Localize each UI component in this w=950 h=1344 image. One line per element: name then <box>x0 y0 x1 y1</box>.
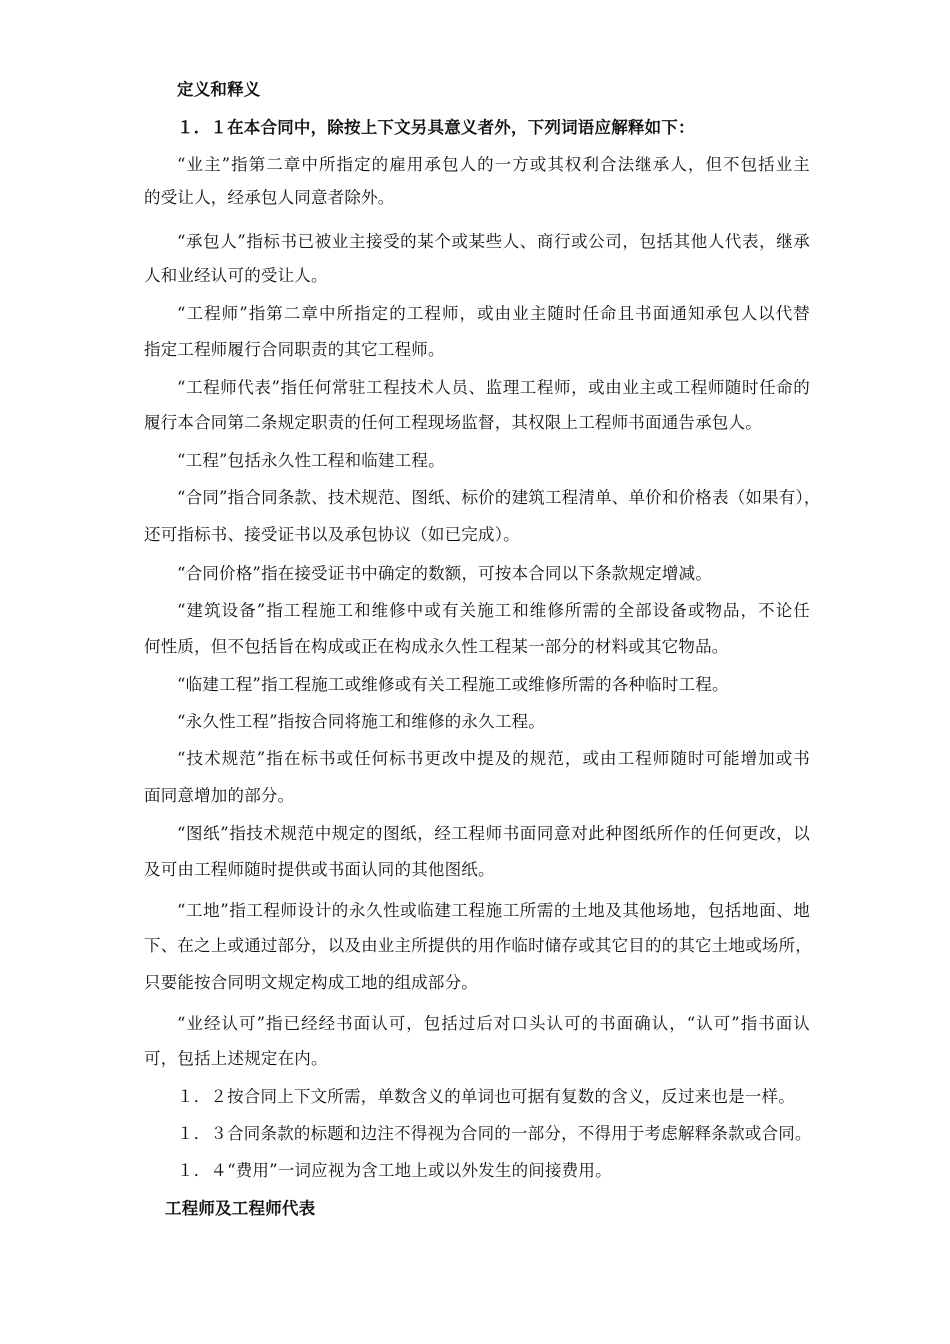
definition-permanent-works: “永久性工程”指按合同将施工和维修的永久工程。 <box>177 712 545 731</box>
definition-contract-line-2: 还可指标书、接受证书以及承包协议（如已完成）。 <box>144 525 520 544</box>
definition-owner-line-1: “业主”指第二章中所指定的雇用承包人的一方或其权利合法继承人，但不包括业主 <box>177 155 810 174</box>
clause-1-1: １．１在本合同中，除按上下文另具意义者外，下列词语应解释如下： <box>177 118 695 137</box>
section-heading-definitions: 定义和释义 <box>177 80 261 99</box>
definition-equipment-line-2: 何性质，但不包括旨在构成或正在构成永久性工程某一部分的材料或其它物品。 <box>144 637 729 656</box>
definition-temporary-works: “临建工程”指工程施工或维修或有关工程施工或维修所需的各种临时工程。 <box>177 675 729 694</box>
definition-specification-line-2: 面同意增加的部分。 <box>144 786 295 805</box>
definition-engineer-line-2: 指定工程师履行合同职责的其它工程师。 <box>144 340 445 359</box>
definition-engineer-line-1: “工程师”指第二章中所指定的工程师，或由业主随时任命且书面通知承包人以代替 <box>177 304 810 323</box>
definition-owner-line-2: 的受让人，经承包人同意者除外。 <box>144 188 395 207</box>
clause-1-2: １．２按合同上下文所需，单数含义的单词也可据有复数的含义，反过来也是一样。 <box>177 1087 795 1106</box>
definition-equipment-line-1: “建筑设备”指工程施工和维修中或有关施工和维修所需的全部设备或物品，不论任 <box>177 601 810 620</box>
definition-engineer-rep-line-2: 履行本合同第二条规定职责的任何工程现场监督，其权限上工程师书面通告承包人。 <box>144 413 762 432</box>
clause-1-3: １．３合同条款的标题和边注不得视为合同的一部分，不得用于考虑解释条款或合同。 <box>177 1124 812 1143</box>
definition-approved-line-1: “业经认可”指已经经书面认可，包括过后对口头认可的书面确认，“认可”指书面认 <box>177 1014 810 1033</box>
definition-specification-line-1: “技术规范”指在标书或任何标书更改中提及的规范，或由工程师随时可能增加或书 <box>177 749 810 768</box>
definition-site-line-2: 下、在之上或通过部分，以及由业主所提供的用作临时储存或其它目的的其它土地或场所， <box>144 936 812 955</box>
definition-contractor-line-2: 人和业经认可的受让人。 <box>144 266 328 285</box>
clause-1-4: １．４“费用”一词应视为含工地上或以外发生的间接费用。 <box>177 1161 612 1180</box>
definition-contractor-line-1: “承包人”指标书已被业主接受的某个或某些人、商行或公司，包括其他人代表，继承 <box>177 232 810 251</box>
definition-engineer-rep-line-1: “工程师代表”指任何常驻工程技术人员、监理工程师，或由业主或工程师随时任命的 <box>177 378 810 397</box>
definition-site-line-3: 只要能按合同明文规定构成工地的组成部分。 <box>144 973 478 992</box>
definition-approved-line-2: 可，包括上述规定在内。 <box>144 1049 328 1068</box>
definition-works: “工程”包括永久性工程和临建工程。 <box>177 451 445 470</box>
definition-site-line-1: “工地”指工程师设计的永久性或临建工程施工所需的土地及其他场地，包括地面、地 <box>177 901 810 920</box>
definition-drawings-line-2: 及可由工程师随时提供或书面认同的其他图纸。 <box>144 860 495 879</box>
section-heading-engineer: 工程师及工程师代表 <box>165 1199 316 1218</box>
definition-contract-price: “合同价格”指在接受证书中确定的数额，可按本合同以下条款规定增减。 <box>177 564 712 583</box>
definition-contract-line-1: “合同”指合同条款、技术规范、图纸、标价的建筑工程清单、单价和价格表（如果有）， <box>177 488 821 507</box>
definition-drawings-line-1: “图纸”指技术规范中规定的图纸，经工程师书面同意对此种图纸所作的任何更改，以 <box>177 824 810 843</box>
